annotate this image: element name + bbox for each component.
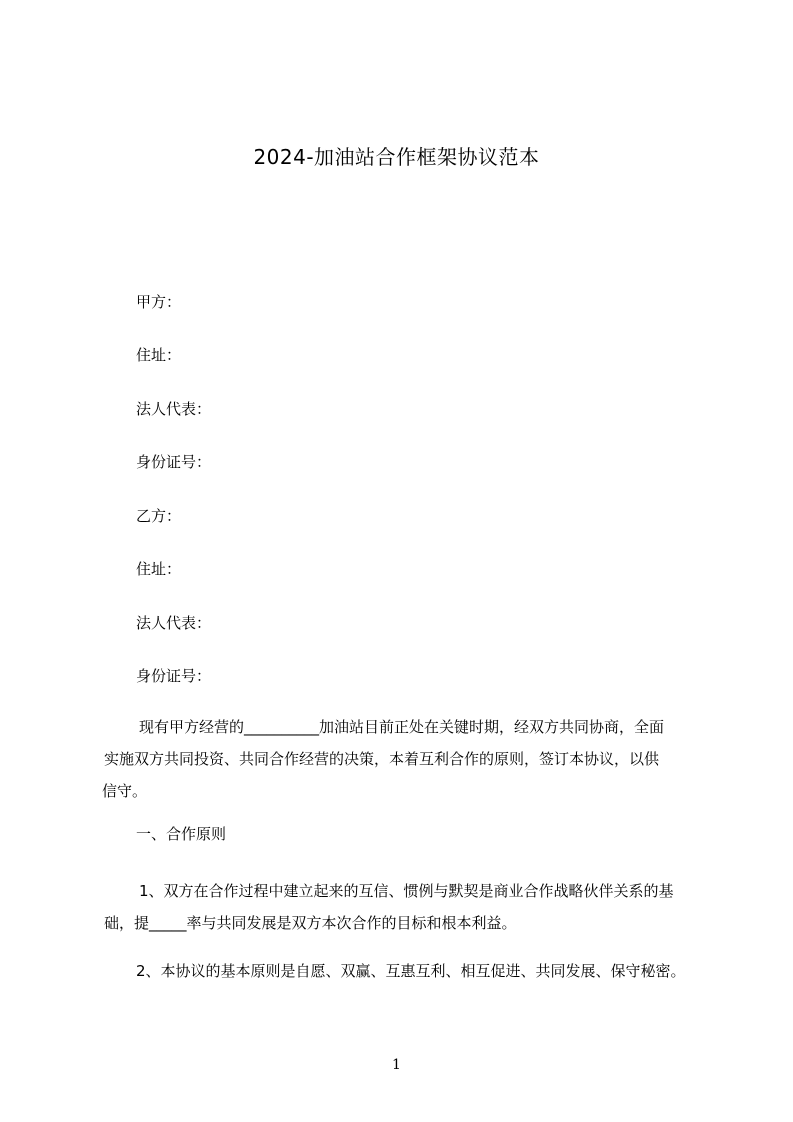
intro-paragraph <box>104 717 724 813</box>
party-a-id-label: 身份证号： <box>136 453 212 471</box>
rate-blank: _____ <box>149 914 187 932</box>
intro-line-1-start: 现有甲方经营的 <box>139 718 245 736</box>
party-b-id-label: 身份证号： <box>136 667 212 685</box>
section-1-heading: 一、合作原则 <box>136 825 227 843</box>
party-a-name-label: 甲方： <box>136 293 182 311</box>
clause-1 <box>104 881 724 945</box>
intro-line-3: 信守。 <box>102 782 148 800</box>
clause-1-line-2-end: 率与共同发展是双方本次合作的目标和根本利益。 <box>186 914 517 932</box>
party-b-address-label: 住址： <box>136 560 182 578</box>
clause-1-line-2 <box>104 913 724 945</box>
page-number: 1 <box>392 1057 401 1073</box>
clause-1-line-2-start: 础，提 <box>104 914 150 932</box>
clause-1-line-1: 1、双方在合作过程中建立起来的互信、惯例与默契是商业合作战略伙伴关系的基 <box>139 882 674 900</box>
document-title: 2024-加油站合作框架协议范本 <box>253 145 540 169</box>
intro-line-1-end: 加油站目前正处在关键时期，经双方共同协商，全面 <box>319 718 665 736</box>
party-b-representative-label: 法人代表： <box>136 614 212 632</box>
party-b-name-label: 乙方： <box>136 507 182 525</box>
party-a-representative-label: 法人代表： <box>136 400 212 418</box>
intro-line-1 <box>104 717 724 749</box>
operator-name-blank: __________ <box>244 718 320 736</box>
clause-2: 2、本协议的基本原则是自愿、双赢、互惠互利、相互促进、共同发展、保守秘密。 <box>136 962 686 980</box>
intro-line-2: 实施双方共同投资、共同合作经营的决策，本着互利合作的原则，签订本协议，以供 <box>104 750 660 768</box>
party-a-address-label: 住址： <box>136 346 182 364</box>
